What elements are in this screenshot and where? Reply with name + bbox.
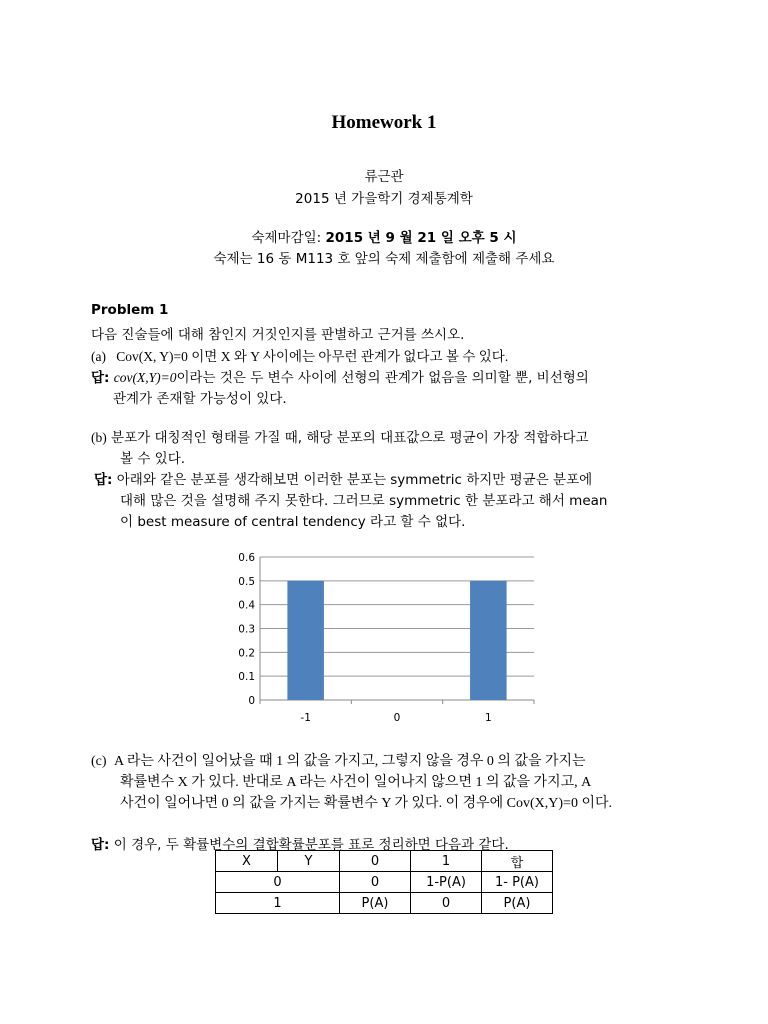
answer-c-label: 답: bbox=[91, 837, 110, 853]
table-cell: 1 bbox=[216, 893, 340, 914]
x-tick-label: 0 bbox=[393, 712, 401, 724]
table-cell: P(A) bbox=[340, 893, 411, 914]
table-cell: 1- P(A) bbox=[482, 872, 553, 893]
question-c-text: A 라는 사건이 일어났을 때 1 의 값을 가지고, 그렇지 않을 경우 0 의 값을 가지는 bbox=[114, 754, 586, 769]
table-header-x: X bbox=[216, 851, 278, 872]
table-cell: 1-P(A) bbox=[411, 872, 482, 893]
bar bbox=[470, 581, 507, 700]
table-header-row bbox=[216, 851, 553, 872]
course-name: 2015 년 가을학기 경제통계학 bbox=[295, 191, 473, 207]
deadline-line bbox=[0, 226, 768, 246]
question-b-text: 분포가 대칭적인 형태를 가질 때, 해당 분포의 대표값으로 평균이 가장 적합하다고 bbox=[111, 430, 589, 446]
y-tick-label: 0.3 bbox=[238, 623, 255, 636]
x-tick-label: -1 bbox=[300, 712, 311, 724]
answer-a-label: 답: bbox=[91, 370, 110, 386]
question-b-line2: 볼 수 있다. bbox=[120, 451, 186, 467]
problem-instruction: 다음 진술들에 대해 참인지 거짓인지를 판별하고 근거를 쓰시오. bbox=[91, 327, 465, 343]
question-b bbox=[91, 426, 589, 446]
deadline-value: 2015 년 9 월 21 일 오후 5 시 bbox=[325, 230, 517, 246]
question-c-line3: 사건이 일어나면 0 의 값을 가지는 확률변수 Y 가 있다. 이 경우에 Cov(X,Y)=0 이다. bbox=[120, 796, 612, 811]
question-c-line2: 확률변수 X 가 있다. 반대로 A 라는 사건이 일어나지 않으면 1 의 값을 가지고, A bbox=[120, 775, 592, 790]
question-c-line1 bbox=[91, 750, 586, 770]
answer-a-text: 이라는 것은 두 변수 사이에 선형의 관계가 없음을 의미할 뿐, 비선형의 bbox=[176, 370, 589, 386]
author-name: 류근관 bbox=[364, 169, 404, 185]
table-row bbox=[216, 893, 553, 914]
table-cell: 0 bbox=[340, 872, 411, 893]
table-row bbox=[216, 872, 553, 893]
answer-a-line1 bbox=[91, 366, 677, 386]
answer-c-text: 이 경우, 두 확률변수의 결합확률분포를 표로 정리하면 다음과 같다. bbox=[113, 837, 509, 853]
question-c-label: (c) bbox=[91, 754, 107, 769]
deadline-label: 숙제마감일: bbox=[251, 230, 326, 246]
y-tick-label: 0.5 bbox=[238, 575, 255, 588]
bar-chart bbox=[224, 548, 544, 728]
problem-heading: Problem 1 bbox=[91, 302, 169, 318]
x-tick-label: 1 bbox=[484, 712, 492, 724]
y-tick-label: 0.6 bbox=[238, 552, 255, 564]
question-b-label: (b) bbox=[91, 430, 107, 445]
table-header-sum: 합 bbox=[482, 851, 553, 872]
table-header-1: 1 bbox=[411, 851, 482, 872]
answer-b-label: 답: bbox=[94, 472, 113, 488]
answer-b-line1 bbox=[94, 468, 592, 488]
table-header-y: Y bbox=[278, 851, 340, 872]
table-cell: 0 bbox=[216, 872, 340, 893]
joint-distribution-table bbox=[215, 850, 553, 914]
answer-b-line2: 대해 많은 것을 설명해 주지 못한다. 그러므로 symmetric 한 분포라고 해서 mean bbox=[120, 493, 608, 509]
table-cell: 0 bbox=[411, 893, 482, 914]
y-tick-label: 0.4 bbox=[238, 599, 255, 612]
bar bbox=[287, 581, 324, 700]
homework-title: Homework 1 bbox=[331, 112, 437, 133]
table-cell: P(A) bbox=[482, 893, 553, 914]
answer-a-line2: 관계가 존재할 가능성이 있다. bbox=[113, 391, 287, 407]
answer-b-line3: 이 best measure of central tendency 라고 할 수 없다. bbox=[120, 514, 466, 530]
y-tick-label: 0 bbox=[248, 695, 255, 707]
question-a bbox=[91, 345, 508, 365]
answer-a-math: cov(X,Y)=0 bbox=[113, 370, 177, 385]
question-a-text: Cov(X, Y)=0 이면 X 와 Y 사이에는 아무런 관계가 없다고 볼 수 있다. bbox=[116, 349, 509, 364]
y-tick-label: 0.2 bbox=[238, 647, 255, 660]
answer-b-text: 아래와 같은 분포를 생각해보면 이러한 분포는 symmetric 하지만 평균은 분포에 bbox=[116, 472, 593, 488]
submission-note: 숙제는 16 동 M113 호 앞의 숙제 제출함에 제출해 주세요 bbox=[213, 251, 555, 267]
table-header-0: 0 bbox=[340, 851, 411, 872]
y-tick-label: 0.1 bbox=[238, 671, 255, 684]
question-a-label: (a) bbox=[91, 349, 106, 364]
